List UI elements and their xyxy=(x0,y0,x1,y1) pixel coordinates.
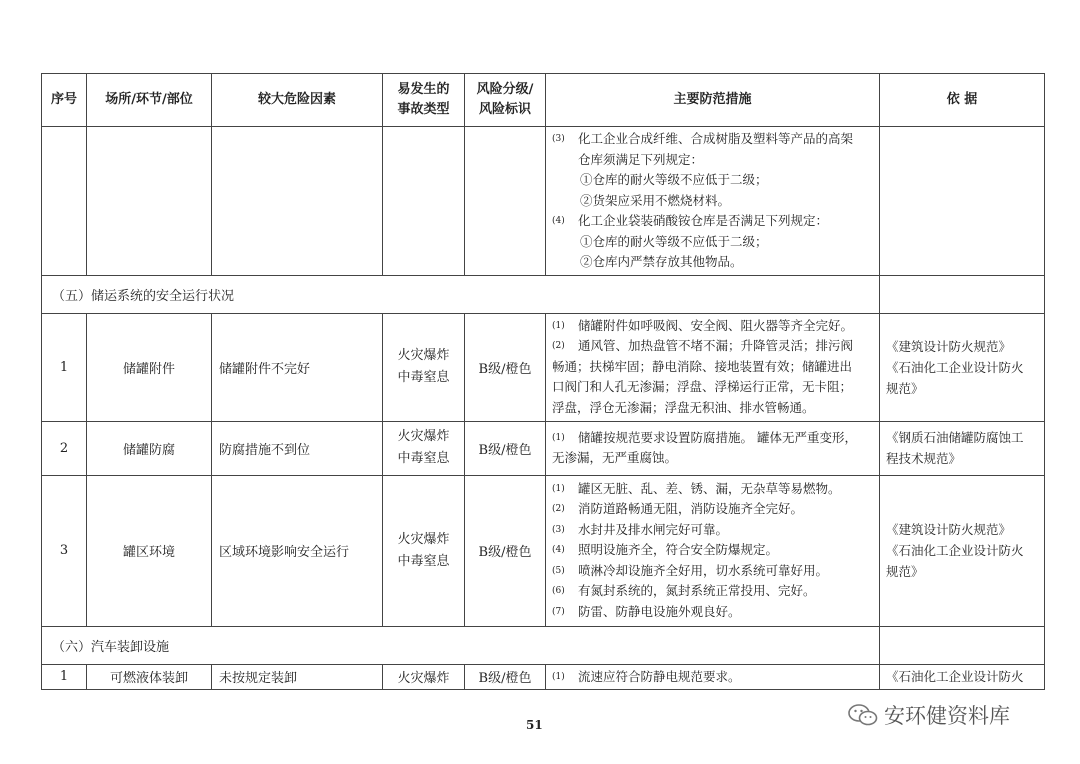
cell-basis xyxy=(880,475,1045,626)
measure-text: 防雷、防静电设施外观良好。 xyxy=(578,603,741,619)
cell-basis xyxy=(880,313,1045,421)
table-row xyxy=(42,664,1045,690)
cell-no xyxy=(42,127,87,276)
cell-accident xyxy=(383,664,465,690)
header-place: 场所/环节/部位 xyxy=(87,74,212,127)
table-row xyxy=(42,127,1045,276)
basis-line: 程技术规范》 xyxy=(886,451,962,466)
cell-measures xyxy=(546,664,880,690)
cell-factor: 区域环境影响安全运行 xyxy=(212,475,383,626)
table-row xyxy=(42,421,1045,475)
cell-factor xyxy=(212,127,383,276)
accident-line: 火灾爆炸 xyxy=(397,429,450,444)
measure-text: 消防道路畅通无阻，消防设施齐全完好。 xyxy=(578,501,804,517)
accident-line: 中毒窒息 xyxy=(397,553,450,569)
measure-cont: 无渗漏，无严重腐蚀。 xyxy=(552,450,678,465)
risk-table xyxy=(41,73,1045,690)
measure-sub: ①仓库的耐火等级不应低于二级； xyxy=(580,172,768,187)
measure-num: (2) xyxy=(552,504,565,515)
header-accident-line: 易发生的 xyxy=(397,82,450,97)
cell-accident xyxy=(383,127,465,276)
measure-item xyxy=(552,211,875,232)
measure-sub: ①仓库的耐火等级不应低于二级； xyxy=(580,233,768,249)
basis-line: 规范》 xyxy=(886,380,924,396)
cell-place: 罐区环境 xyxy=(87,475,212,626)
measure-text: 化工企业袋装硝酸铵仓库是否满足下列规定： xyxy=(578,213,829,228)
cell-basis xyxy=(880,421,1045,475)
header-measures: 主要防范措施 xyxy=(546,74,880,127)
header-accident-line: 事故类型 xyxy=(397,102,450,117)
basis-line: 《建筑设计防火规范》 xyxy=(886,338,1012,354)
measure-item xyxy=(552,428,875,449)
cell-basis xyxy=(880,127,1045,276)
cell-measures xyxy=(546,475,880,626)
measure-num: (7) xyxy=(552,606,565,617)
page-number: 51 xyxy=(526,718,543,732)
cell-place: 储罐防腐 xyxy=(87,421,212,475)
measure-num: (2) xyxy=(552,341,565,352)
wechat-icon xyxy=(848,703,878,727)
cell-risk: B级/橙色 xyxy=(465,313,546,421)
measure-text: 流速应符合防静电规范要求。 xyxy=(578,668,741,684)
basis-line: 《建筑设计防火规范》 xyxy=(886,522,1012,537)
measure-item xyxy=(552,129,875,150)
measure-item xyxy=(552,540,875,561)
header-factor: 较大危险因素 xyxy=(212,74,383,127)
measure-cont: 浮盘，浮仓无渗漏；浮盘无积油、排水管畅通。 xyxy=(552,399,815,415)
measure-item xyxy=(552,520,875,541)
measure-item xyxy=(552,602,875,623)
measure-text: 储罐按规范要求设置防腐措施。 罐体无严重变形， xyxy=(578,429,857,445)
measure-num: (4) xyxy=(552,216,565,226)
basis-line: 规范》 xyxy=(886,564,924,579)
measure-num: (1) xyxy=(552,483,565,494)
accident-line: 火灾爆炸 xyxy=(397,671,450,687)
measure-text: 罐区无脏、乱、差、锈、漏，无杂草等易燃物。 xyxy=(578,480,841,496)
cell-no: 1 xyxy=(42,313,87,421)
section-row xyxy=(42,626,1045,664)
header-accident xyxy=(383,74,465,127)
measure-text: 水封井及排水闸完好可靠。 xyxy=(578,521,729,537)
cell-measures xyxy=(546,421,880,475)
cell-measures xyxy=(546,313,880,421)
watermark xyxy=(848,700,1010,730)
measure-sub: ②仓库内严禁存放其他物品。 xyxy=(580,254,743,269)
measure-num: (1) xyxy=(552,320,565,331)
measure-item xyxy=(552,336,875,357)
cell-factor: 防腐措施不到位 xyxy=(212,421,383,475)
header-risk xyxy=(465,74,546,127)
basis-line: 《石油化工企业设计防火 xyxy=(886,669,1024,685)
measure-text: 通风管、加热盘管不堵不漏；升降管灵活；排污阀 xyxy=(578,338,854,354)
measure-cont: 口阀门和人孔无渗漏；浮盘、浮梯运行正常，无卡阻； xyxy=(552,379,853,395)
measure-text: 照明设施齐全，符合安全防爆规定。 xyxy=(578,542,779,558)
measure-num: (1) xyxy=(552,671,565,682)
measure-text: 化工企业合成纤维、合成树脂及塑料等产品的高架 xyxy=(578,131,854,146)
cell-place: 储罐附件 xyxy=(87,313,212,421)
measure-item xyxy=(552,667,875,688)
measure-item xyxy=(552,561,875,582)
measure-text: 有氮封系统的，氮封系统正常投用、完好。 xyxy=(578,583,816,599)
measure-item xyxy=(552,316,875,337)
cell-basis xyxy=(880,275,1045,313)
cell-risk: B级/橙色 xyxy=(465,475,546,626)
measure-num: (4) xyxy=(552,545,565,556)
measure-item xyxy=(552,479,875,500)
cell-no: 2 xyxy=(42,421,87,475)
cell-risk xyxy=(465,127,546,276)
measure-sub: ②货架应采用不燃烧材料。 xyxy=(580,192,731,208)
cell-risk: B级/橙色 xyxy=(465,421,546,475)
measure-num: (5) xyxy=(552,565,565,576)
accident-line: 火灾爆炸 xyxy=(397,531,450,547)
table-row xyxy=(42,475,1045,626)
cell-accident xyxy=(383,313,465,421)
accident-line: 中毒窒息 xyxy=(397,370,450,385)
accident-line: 火灾爆炸 xyxy=(397,348,450,363)
header-no: 序号 xyxy=(42,74,87,127)
basis-line: 《石油化工企业设计防火 xyxy=(886,359,1024,375)
measure-item xyxy=(552,581,875,602)
cell-basis xyxy=(880,664,1045,690)
cell-risk: B级/橙色 xyxy=(465,664,546,690)
cell-no: 1 xyxy=(42,664,87,690)
header-basis: 依 据 xyxy=(880,74,1045,127)
table-header-row xyxy=(42,74,1045,127)
section-row xyxy=(42,275,1045,313)
measure-num: (3) xyxy=(552,524,565,535)
cell-factor: 未按规定装卸 xyxy=(212,664,383,690)
cell-accident xyxy=(383,475,465,626)
cell-basis xyxy=(880,626,1045,664)
cell-no: 3 xyxy=(42,475,87,626)
measure-cont: 仓库须满足下列规定： xyxy=(578,151,704,167)
watermark-text: 安环健资料库 xyxy=(884,704,1010,728)
header-risk-line: 风险标识 xyxy=(478,102,531,117)
measure-num: (1) xyxy=(552,432,565,443)
measure-num: (6) xyxy=(552,586,565,597)
header-risk-line: 风险分级/ xyxy=(476,82,534,97)
cell-measures xyxy=(546,127,880,276)
cell-accident xyxy=(383,421,465,475)
basis-line: 《钢质石油储罐防腐蚀工 xyxy=(886,430,1024,445)
measure-num: (3) xyxy=(552,134,565,144)
measure-text: 储罐附件如呼吸阀、安全阀、阻火器等齐全完好。 xyxy=(578,317,854,333)
accident-line: 中毒窒息 xyxy=(397,451,450,466)
cell-factor: 储罐附件不完好 xyxy=(212,313,383,421)
section-title: （六）汽车装卸设施 xyxy=(42,626,880,664)
basis-line: 《石油化工企业设计防火 xyxy=(886,543,1024,558)
cell-place: 可燃液体装卸 xyxy=(87,664,212,690)
measure-text: 喷淋冷却设施齐全好用，切水系统可靠好用。 xyxy=(578,562,829,578)
measure-cont: 畅通；扶梯牢固；静电消除、接地装置有效；储罐进出 xyxy=(552,358,853,374)
measure-item xyxy=(552,499,875,520)
cell-place xyxy=(87,127,212,276)
table-row xyxy=(42,313,1045,421)
section-title: （五）储运系统的安全运行状况 xyxy=(42,275,880,313)
